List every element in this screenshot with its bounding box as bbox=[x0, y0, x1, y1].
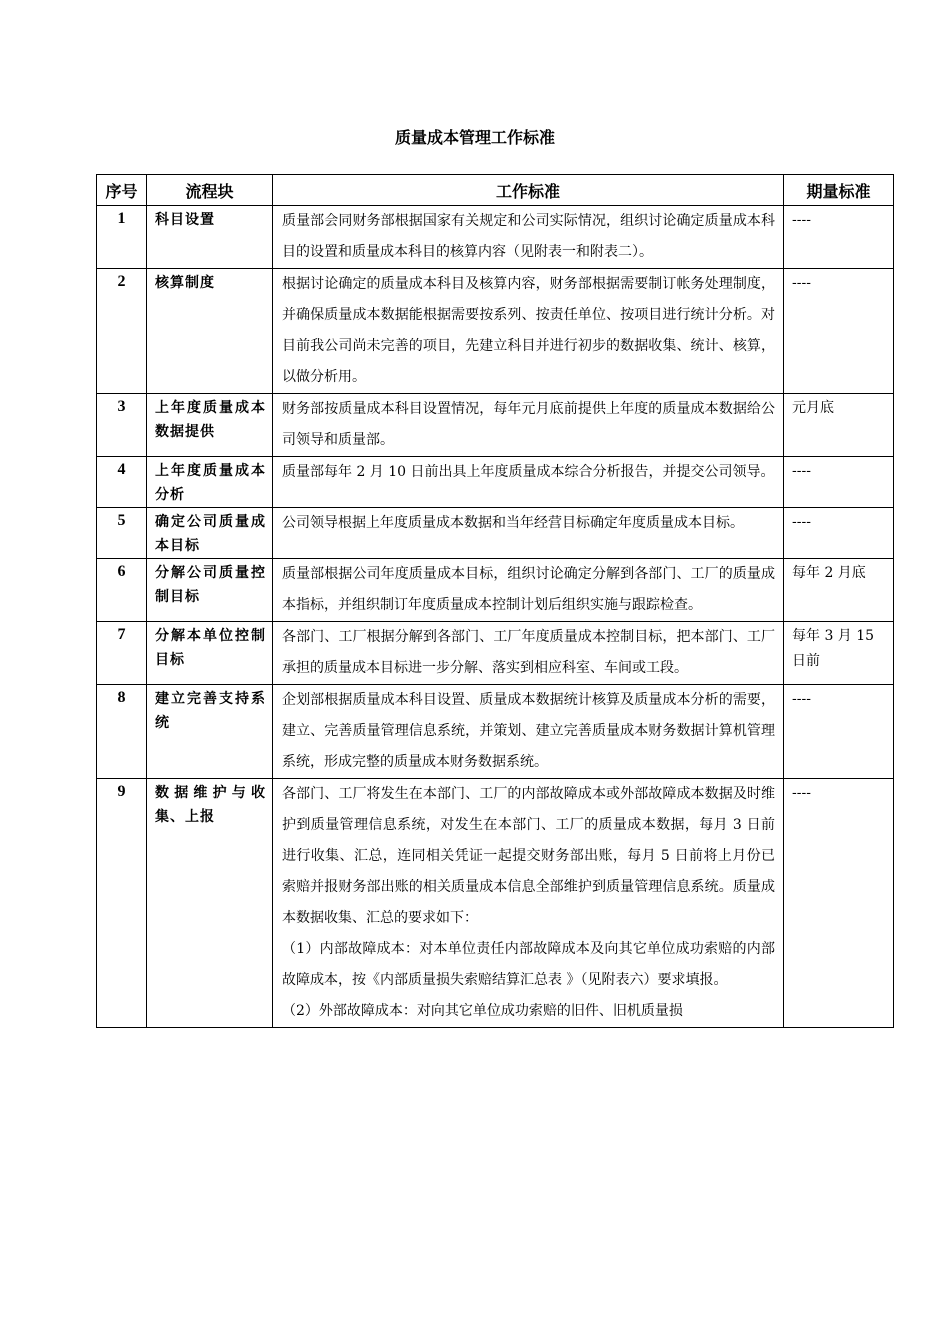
header-serial: 序号 bbox=[97, 175, 147, 206]
table-row bbox=[97, 206, 894, 269]
row-period-standard: ---- bbox=[784, 685, 894, 779]
row-work-standard bbox=[273, 508, 784, 559]
row-serial-number: 7 bbox=[97, 622, 147, 685]
row-process-block: 分解本单位控制目标 bbox=[147, 622, 273, 685]
row-work-standard bbox=[273, 779, 784, 1028]
table-header-row bbox=[97, 175, 894, 206]
row-serial-number: 2 bbox=[97, 269, 147, 394]
row-period-standard: 每年 2 月底 bbox=[784, 559, 894, 622]
row-period-standard: ---- bbox=[784, 457, 894, 508]
row-work-standard bbox=[273, 685, 784, 779]
row-serial-number: 6 bbox=[97, 559, 147, 622]
table-row bbox=[97, 457, 894, 508]
row-process-block: 上年度质量成本分析 bbox=[147, 457, 273, 508]
work-standard-paragraph: 各部门、工厂将发生在本部门、工厂的内部故障成本或外部故障成本数据及时维护到质量管理信息系统，对发生在本部门、工厂的质量成本数据，每月 3 日前进行收集、汇总，连同相关凭证一起提交财务部出账，每月 5 日前将上月份已索赔并报财务部出账的相关质量成本信息全部维护到质量管理信息系统。质量成本数据收集、汇总的要求如下： bbox=[282, 786, 775, 926]
work-standard-paragraph: 质量部根据公司年度质量成本目标，组织讨论确定分解到各部门、工厂的质量成本指标，并组织制订年度质量成本控制计划后组织实施与跟踪检查。 bbox=[282, 566, 775, 613]
row-work-standard bbox=[273, 622, 784, 685]
row-serial-number: 5 bbox=[97, 508, 147, 559]
table-row bbox=[97, 559, 894, 622]
row-serial-number: 8 bbox=[97, 685, 147, 779]
header-process-block: 流程块 bbox=[147, 175, 273, 206]
document-title: 质量成本管理工作标准 bbox=[394, 128, 555, 147]
table-row bbox=[97, 269, 894, 394]
work-standard-paragraph: 企划部根据质量成本科目设置、质量成本数据统计核算及质量成本分析的需要，建立、完善质量管理信息系统，并策划、建立完善质量成本财务数据计算机管理系统，形成完整的质量成本财务数据系统。 bbox=[282, 692, 775, 770]
table-row bbox=[97, 779, 894, 1028]
row-process-block: 数据维护与收集、上报 bbox=[147, 779, 273, 1028]
header-work-standard: 工作标准 bbox=[273, 175, 784, 206]
row-period-standard: ---- bbox=[784, 508, 894, 559]
work-standard-paragraph: 根据讨论确定的质量成本科目及核算内容，财务部根据需要制订帐务处理制度，并确保质量成本数据能根据需要按系列、按责任单位、按项目进行统计分析。对目前我公司尚未完善的项目，先建立科目并进行初步的数据收集、统计、核算，以做分析用。 bbox=[282, 276, 775, 385]
row-period-standard: 每年 3 月 15 日前 bbox=[784, 622, 894, 685]
work-standard-paragraph: 公司领导根据上年度质量成本数据和当年经营目标确定年度质量成本目标。 bbox=[282, 515, 744, 531]
header-period-standard: 期量标准 bbox=[784, 175, 894, 206]
row-process-block: 建立完善支持系统 bbox=[147, 685, 273, 779]
work-standard-paragraph: 质量部每年 2 月 10 日前出具上年度质量成本综合分析报告，并提交公司领导。 bbox=[282, 464, 775, 480]
row-serial-number: 9 bbox=[97, 779, 147, 1028]
table-row bbox=[97, 622, 894, 685]
work-standard-paragraph: （2）外部故障成本：对向其它单位成功索赔的旧件、旧机质量损 bbox=[282, 1003, 683, 1019]
row-period-standard: ---- bbox=[784, 269, 894, 394]
work-standard-table bbox=[96, 174, 894, 1028]
row-work-standard bbox=[273, 457, 784, 508]
row-process-block: 分解公司质量控制目标 bbox=[147, 559, 273, 622]
work-standard-paragraph: 各部门、工厂根据分解到各部门、工厂年度质量成本控制目标，把本部门、工厂承担的质量成本目标进一步分解、落实到相应科室、车间或工段。 bbox=[282, 629, 775, 676]
row-process-block: 上年度质量成本数据提供 bbox=[147, 394, 273, 457]
table-row bbox=[97, 394, 894, 457]
row-period-standard: ---- bbox=[784, 206, 894, 269]
row-serial-number: 1 bbox=[97, 206, 147, 269]
row-process-block: 确定公司质量成本目标 bbox=[147, 508, 273, 559]
row-process-block: 核算制度 bbox=[147, 269, 273, 394]
table-row bbox=[97, 508, 894, 559]
table-row bbox=[97, 685, 894, 779]
row-process-block: 科目设置 bbox=[147, 206, 273, 269]
work-standard-paragraph: （1）内部故障成本：对本单位责任内部故障成本及向其它单位成功索赔的内部故障成本，按《内部质量损失索赔结算汇总表 》（见附表六）要求填报。 bbox=[282, 941, 775, 988]
row-serial-number: 3 bbox=[97, 394, 147, 457]
work-standard-paragraph: 质量部会同财务部根据国家有关规定和公司实际情况，组织讨论确定质量成本科目的设置和质量成本科目的核算内容（见附表一和附表二）。 bbox=[282, 213, 775, 260]
row-work-standard bbox=[273, 559, 784, 622]
row-work-standard bbox=[273, 206, 784, 269]
work-standard-paragraph: 财务部按质量成本科目设置情况，每年元月底前提供上年度的质量成本数据给公司领导和质量部。 bbox=[282, 401, 775, 448]
row-period-standard: 元月底 bbox=[784, 394, 894, 457]
row-serial-number: 4 bbox=[97, 457, 147, 508]
row-period-standard: ---- bbox=[784, 779, 894, 1028]
row-work-standard bbox=[273, 269, 784, 394]
row-work-standard bbox=[273, 394, 784, 457]
